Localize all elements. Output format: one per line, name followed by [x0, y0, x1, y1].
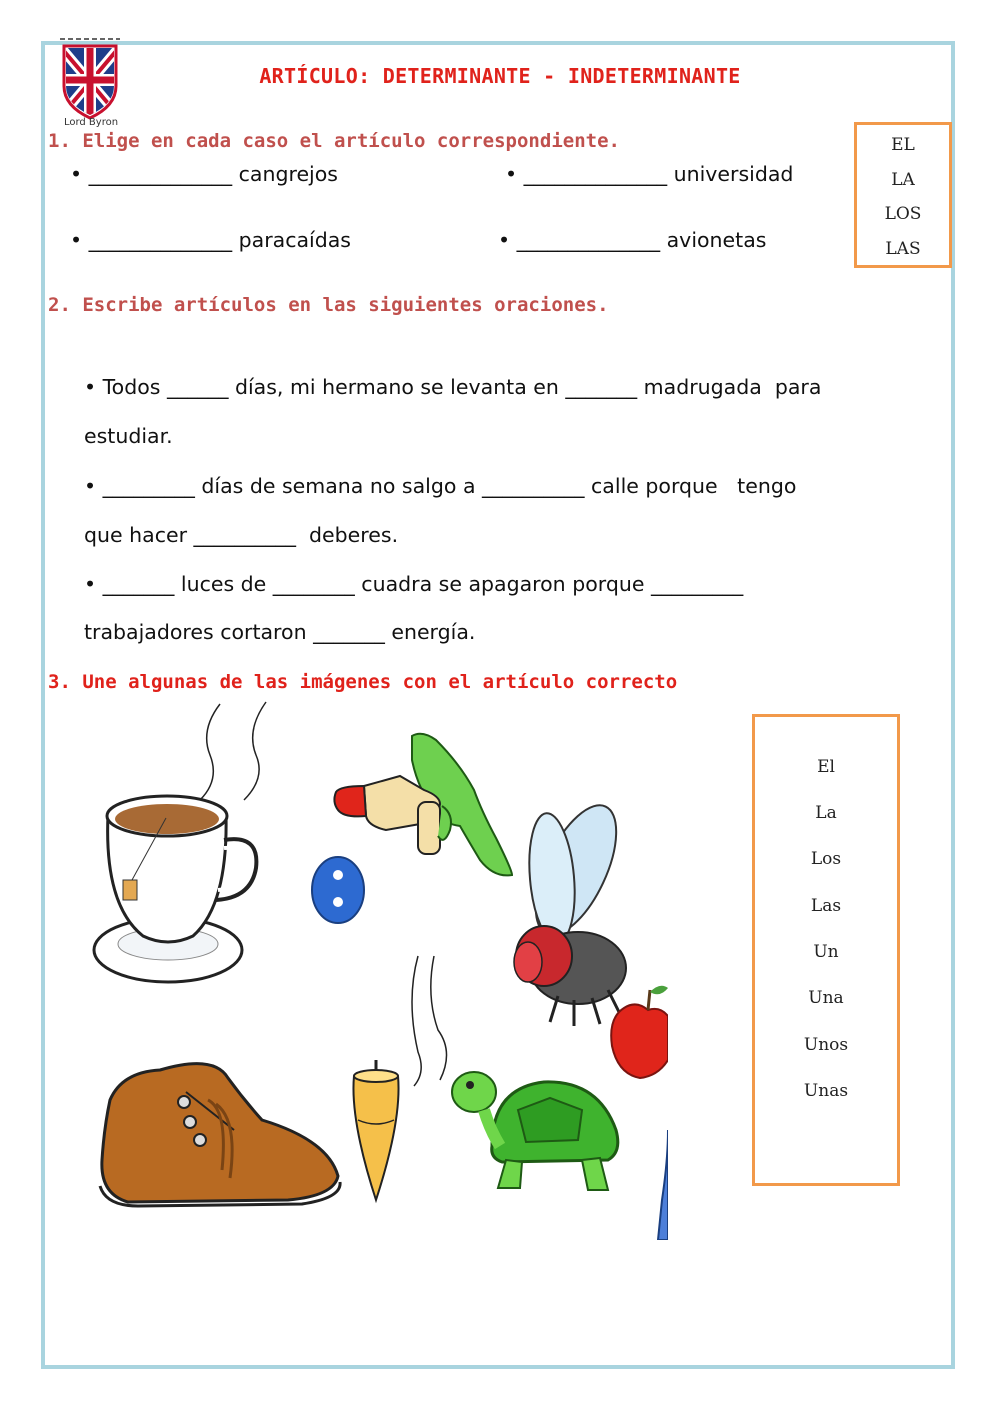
sentence-line[interactable]: trabajadores cortaron _______ energía.	[84, 620, 476, 644]
apple-image[interactable]	[611, 986, 668, 1078]
article-option[interactable]: El	[817, 757, 835, 777]
article-option[interactable]: Un	[813, 942, 839, 962]
fly-image[interactable]	[514, 794, 633, 1026]
fill-blank-item[interactable]: • ______________ paracaídas	[70, 228, 351, 252]
article-options-box-2	[752, 714, 900, 1186]
shoe-image[interactable]	[100, 1064, 340, 1206]
teacup-image[interactable]	[94, 702, 266, 982]
sentence-line[interactable]: • _______ luces de ________ cuadra se apagaron porque _________	[84, 572, 744, 596]
article-option[interactable]: Unos	[803, 1035, 849, 1055]
article-option[interactable]: Una	[808, 988, 844, 1008]
section-2-heading: 2. Escribe artículos en las siguientes oraciones.	[48, 294, 609, 316]
article-options-box-1	[854, 122, 952, 268]
lipstick-image[interactable]	[334, 734, 512, 876]
article-option: LAS	[885, 239, 921, 259]
worksheet-title: ARTÍCULO: DETERMINANTE - INDETERMINANTE	[259, 64, 741, 88]
article-option[interactable]: Los	[810, 849, 842, 869]
fill-blank-item[interactable]: • ______________ cangrejos	[70, 162, 338, 186]
article-option[interactable]: Unas	[803, 1081, 849, 1101]
logo-caption: Lord Byron	[63, 117, 119, 128]
fill-blank-item[interactable]: • ______________ universidad	[505, 162, 794, 186]
sentence-line[interactable]: • Todos ______ días, mi hermano se levanta en _______ madrugada para	[84, 375, 822, 399]
article-option: LOS	[884, 204, 922, 224]
button-image[interactable]	[312, 857, 364, 923]
section-3-heading: 3. Une algunas de las imágenes con el artículo correcto	[48, 671, 678, 693]
sentence-line[interactable]: • _________ días de semana no salgo a __________ calle porque tengo	[84, 474, 797, 498]
article-option[interactable]: La	[815, 803, 837, 823]
partial-object-image	[658, 1130, 668, 1240]
article-option: EL	[891, 135, 915, 155]
sentence-line: estudiar.	[84, 424, 173, 448]
spinning-top-image[interactable]	[353, 956, 446, 1200]
turtle-image[interactable]	[452, 1072, 618, 1190]
article-option[interactable]: Las	[810, 896, 842, 916]
picture-collage	[88, 700, 668, 1240]
fill-blank-item[interactable]: • ______________ avionetas	[498, 228, 767, 252]
article-option: LA	[891, 170, 915, 190]
sentence-line[interactable]: que hacer __________ deberes.	[84, 523, 399, 547]
section-1-heading: 1. Elige en cada caso el artículo correspondiente.	[48, 130, 620, 152]
